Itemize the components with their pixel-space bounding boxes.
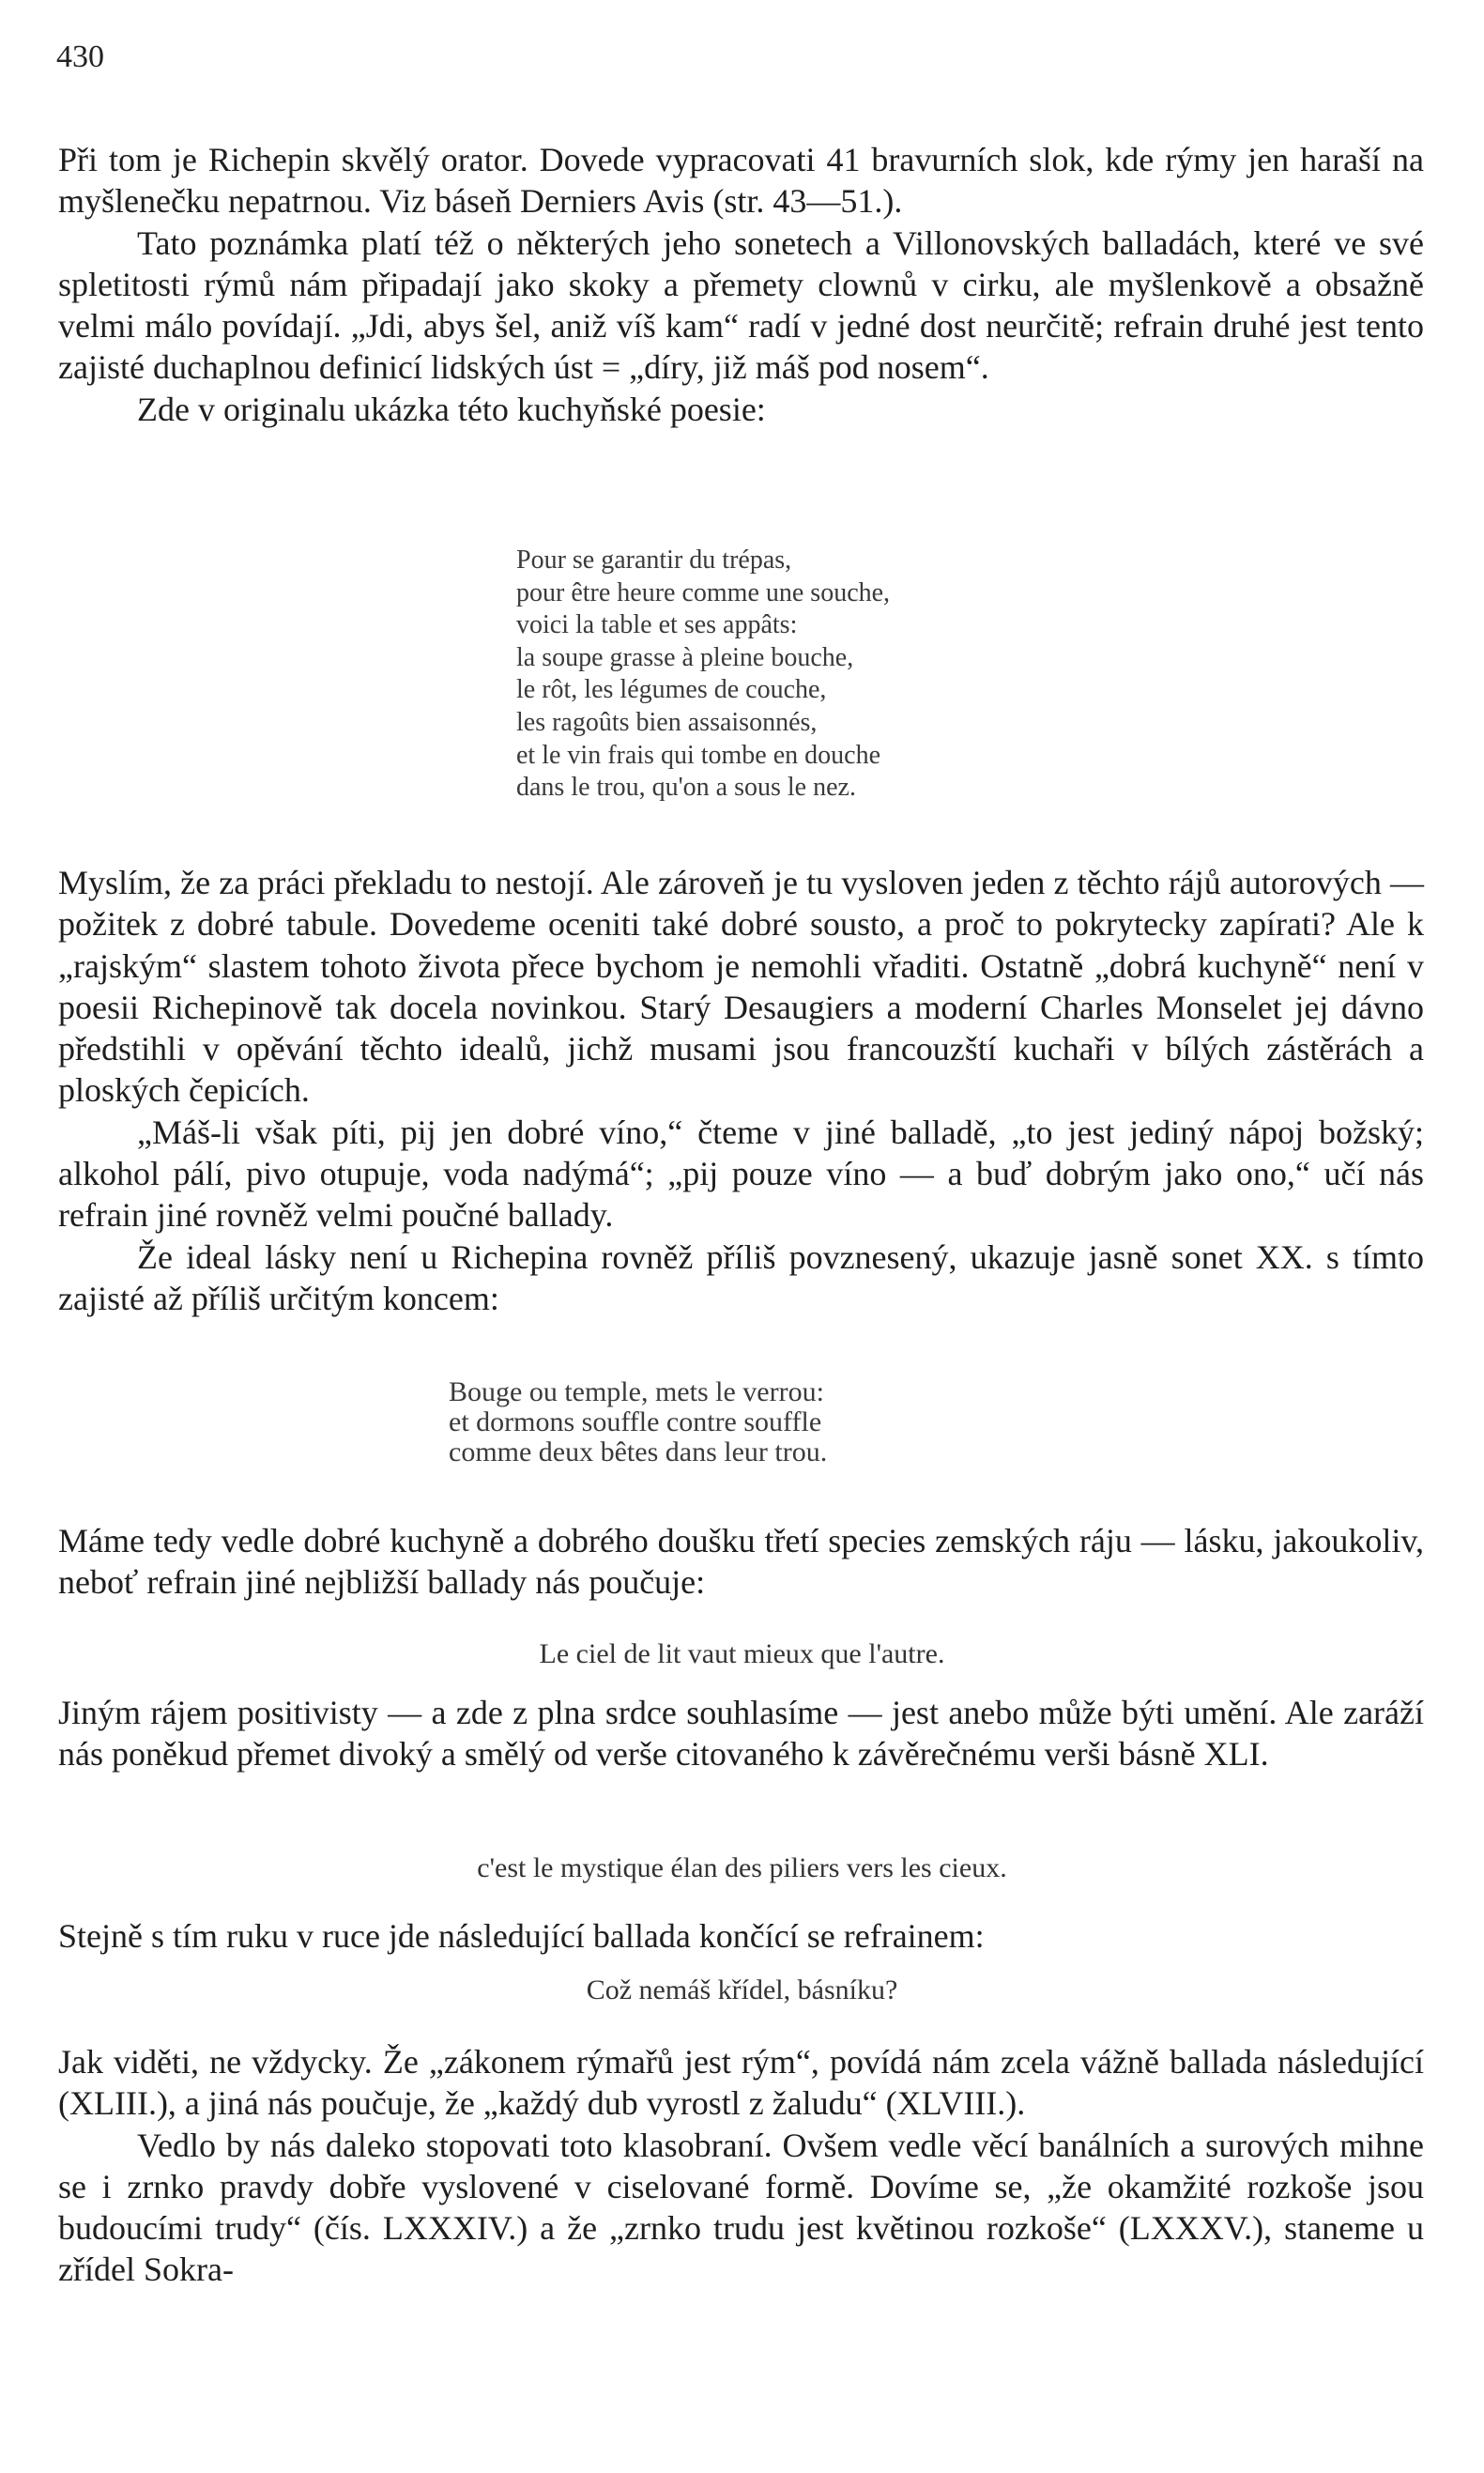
paragraph: Vedlo by nás daleko stopovati toto klasobraní. Ovšem vedle věcí banálních a surových mihne se i zrnko pravdy dobře vyslovené v ciselované formě. Dovíme se, „že okamžité rozkoše jsou budoucími trudy“ (čís. LXXXIV.) a že „zrnko trudu jest květinou rozkoše“ (LXXXV.), staneme u zřídel Sokra-: [58, 2126, 1424, 2289]
quote-line-3: Což nemáš křídel, básníku?: [586, 1974, 898, 2005]
poem-line: dans le trou, qu'on a sous le nez.: [516, 773, 856, 803]
poem-line: Bouge ou temple, mets le verrou:: [449, 1376, 824, 1407]
paragraph: Myslím, že za práci překladu to nestojí. Ale zároveň je tu vysloven jeden z těchto rájů autorových — požitek z dobré tabule. Dovedeme oceniti také dobré sousto, a proč to pokrytecky zapírati? Ale k „rajským“ slastem tohoto života přece bychom je nemohli vřaditi. Ostatně „dobrá kuchyně“ není v poesii Richepinově tak docela novinkou. Starý Desaugiers a moderní Charles Monselet jej dávno předstihli v opěvání těchto idealů, jichž musami jsou francouzští kuchaři v bílých zástěrách a ploských čepicích.: [58, 864, 1424, 1110]
paragraph: „Máš-li však píti, pij jen dobré víno,“ čteme v jiné balladě, „to jest jediný nápoj božský; alkohol pálí, pivo otupuje, voda nadýmá“; „pij pouze víno — a buď dobrým jako ono,“ učí nás refrain jiné rovněž velmi poučné ballady.: [58, 1113, 1424, 1235]
text-block-6: [58, 2041, 1424, 2291]
paragraph: Jak viděti, ne vždycky. Že „zákonem rýmařů jest rým“, povídá nám zcela vážně ballada následující (XLIII.), a jiná nás poučuje, že „každý dub vyrostl z žaludu“ (XLVIII.).: [58, 2043, 1424, 2123]
poem-line: les ragoûts bien assaisonnés,: [516, 707, 818, 737]
poem-line: voici la table et ses appâts:: [516, 610, 798, 640]
poem-line: comme deux bêtes dans leur trou.: [449, 1436, 828, 1467]
text-block-1: [58, 139, 1424, 430]
poem-quote-1: [516, 545, 890, 805]
text-block-5: [58, 1915, 1424, 1957]
paragraph: Stejně s tím ruku v ruce jde následující ballada končící se refrainem:: [58, 1917, 985, 1955]
paragraph: Máme tedy vedle dobré kuchyně a dobrého doušku třetí species zemských ráju — lásku, jakoukoliv, neboť refrain jiné nejbližší ballady nás poučuje:: [58, 1522, 1424, 1602]
paragraph: Tato poznámka platí též o některých jeho sonetech a Villonovských balladách, které ve své spletitosti rýmů nám připadají jako skoky a přemety clownů v cirku, ale myšlenkově a obsažně velmi málo povídají. „Jdi, abys šel, aniž víš kam“ radí v jedné dost neurčitě; refrain druhé jest tento zajisté duchaplnou definicí lidských úst = „díry, již máš pod nosem“.: [58, 223, 1424, 387]
paragraph: Že ideal lásky není u Richepina rovněž příliš povznesený, ukazuje jasně sonet XX. s tímto zajisté až příliš určitým koncem:: [58, 1237, 1424, 1317]
page-number: 430: [56, 39, 104, 74]
quote-line-1: Le ciel de lit vaut mieux que l'autre.: [539, 1638, 945, 1669]
poem-line: le rôt, les légumes de couche,: [516, 675, 827, 705]
text-block-3: [58, 1520, 1424, 1604]
poem-line: Pour se garantir du trépas,: [516, 545, 792, 575]
poem-line: et dormons souffle contre souffle: [449, 1406, 822, 1437]
poem-line: et le vin frais qui tombe en douche: [516, 740, 880, 770]
poem-quote-2: [449, 1377, 827, 1467]
paragraph: Zde v originalu ukázka této kuchyňské poesie:: [137, 390, 766, 428]
quote-line-2: c'est le mystique élan des piliers vers les cieux.: [477, 1852, 1007, 1883]
text-block-4: [58, 1692, 1424, 1775]
poem-line: la soupe grasse à pleine bouche,: [516, 642, 854, 672]
poem-line: pour être heure comme une souche,: [516, 577, 891, 607]
paragraph: Jiným rájem positivisty — a zde z plna srdce souhlasíme — jest anebo může býti umění. Ale zaráží nás poněkud přemet divoký a smělý od verše citovaného k závěrečnému verši básně XLI.: [58, 1694, 1424, 1774]
text-block-2: [58, 862, 1424, 1319]
paragraph: Při tom je Richepin skvělý orator. Dovede vypracovati 41 bravurních slok, kde rýmy jen haraší na myšlenečku nepatrnou. Viz báseň Derniers Avis (str. 43—51.).: [58, 141, 1424, 221]
